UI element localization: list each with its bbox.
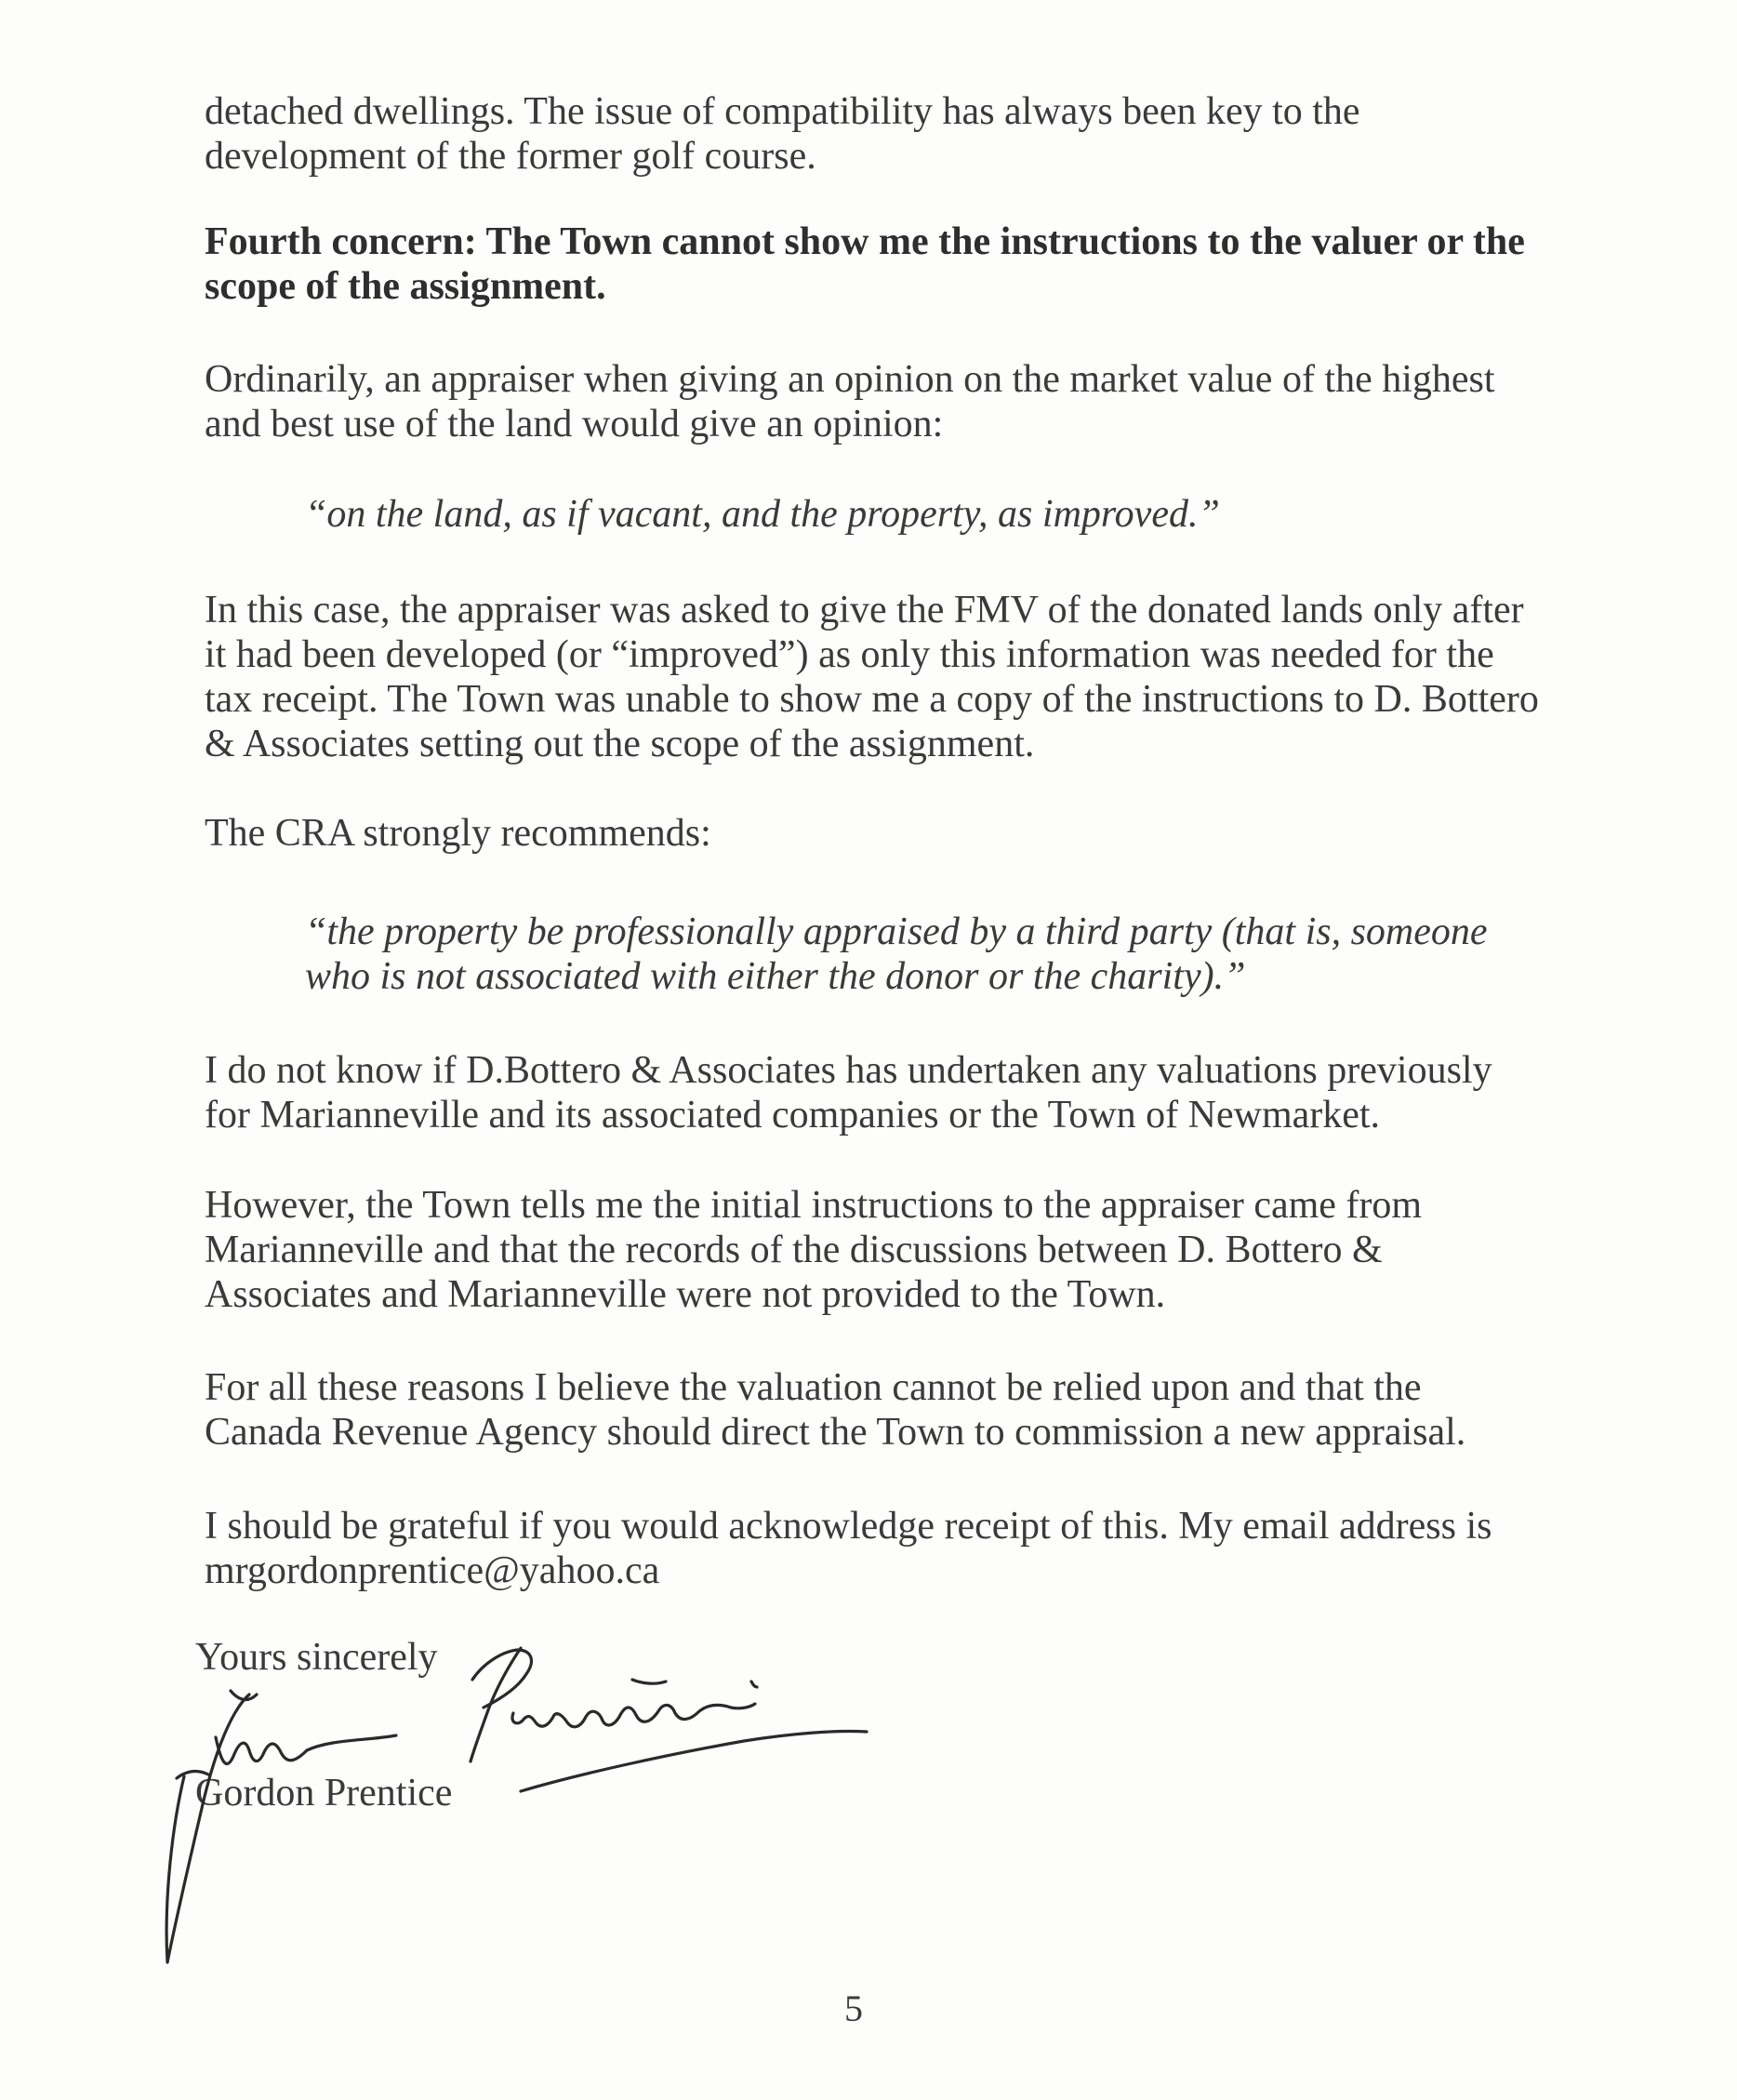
closing-salutation: Yours sincerely (195, 1636, 438, 1679)
quote-third-party-appraisal: “the property be professionally appraised by a third party (that is, someone who is not associated with either the donor or the charity).” (305, 910, 1488, 998)
quote-land-as-if-vacant: “on the land, as if vacant, and the property, as improved.” (305, 493, 1220, 536)
page-number: 5 (844, 1987, 863, 2029)
paragraph-in-this-case: In this case, the appraiser was asked to give the FMV of the donated lands only after it had been developed (or “improved”) as only this information was needed for the tax receipt. The Town was unable to show me a copy of the instructions to D. Bottero & Associates setting out the scope of the assignment. (205, 589, 1539, 765)
paragraph-compatibility: detached dwellings. The issue of compatibility has always been key to the development of the former golf course. (205, 90, 1360, 178)
paragraph-for-all-these-reasons: For all these reasons I believe the valuation cannot be relied upon and that the Canada Revenue Agency should direct the Town to commission a new appraisal. (205, 1366, 1466, 1454)
paragraph-cra-recommends: The CRA strongly recommends: (205, 812, 711, 855)
heading-fourth-concern: Fourth concern: The Town cannot show me the instructions to the valuer or the scope of the assignment. (205, 220, 1525, 308)
paragraph-acknowledge-receipt: I should be grateful if you would acknowledge receipt of this. My email address is mrgordonprentice@yahoo.ca (205, 1505, 1492, 1592)
paragraph-however: However, the Town tells me the initial instructions to the appraiser came from Marianneville and that the records of the discussions between D. Bottero & Associates and Marianneville were not provided to the Town. (205, 1184, 1423, 1316)
signatory-name: Gordon Prentice (195, 1772, 453, 1814)
paragraph-ordinarily: Ordinarily, an appraiser when giving an opinion on the market value of the highest and best use of the land would give an opinion: (205, 358, 1495, 445)
paragraph-do-not-know: I do not know if D.Bottero & Associates has undertaken any valuations previously for Marianneville and its associated companies or the Town of Newmarket. (205, 1049, 1492, 1136)
